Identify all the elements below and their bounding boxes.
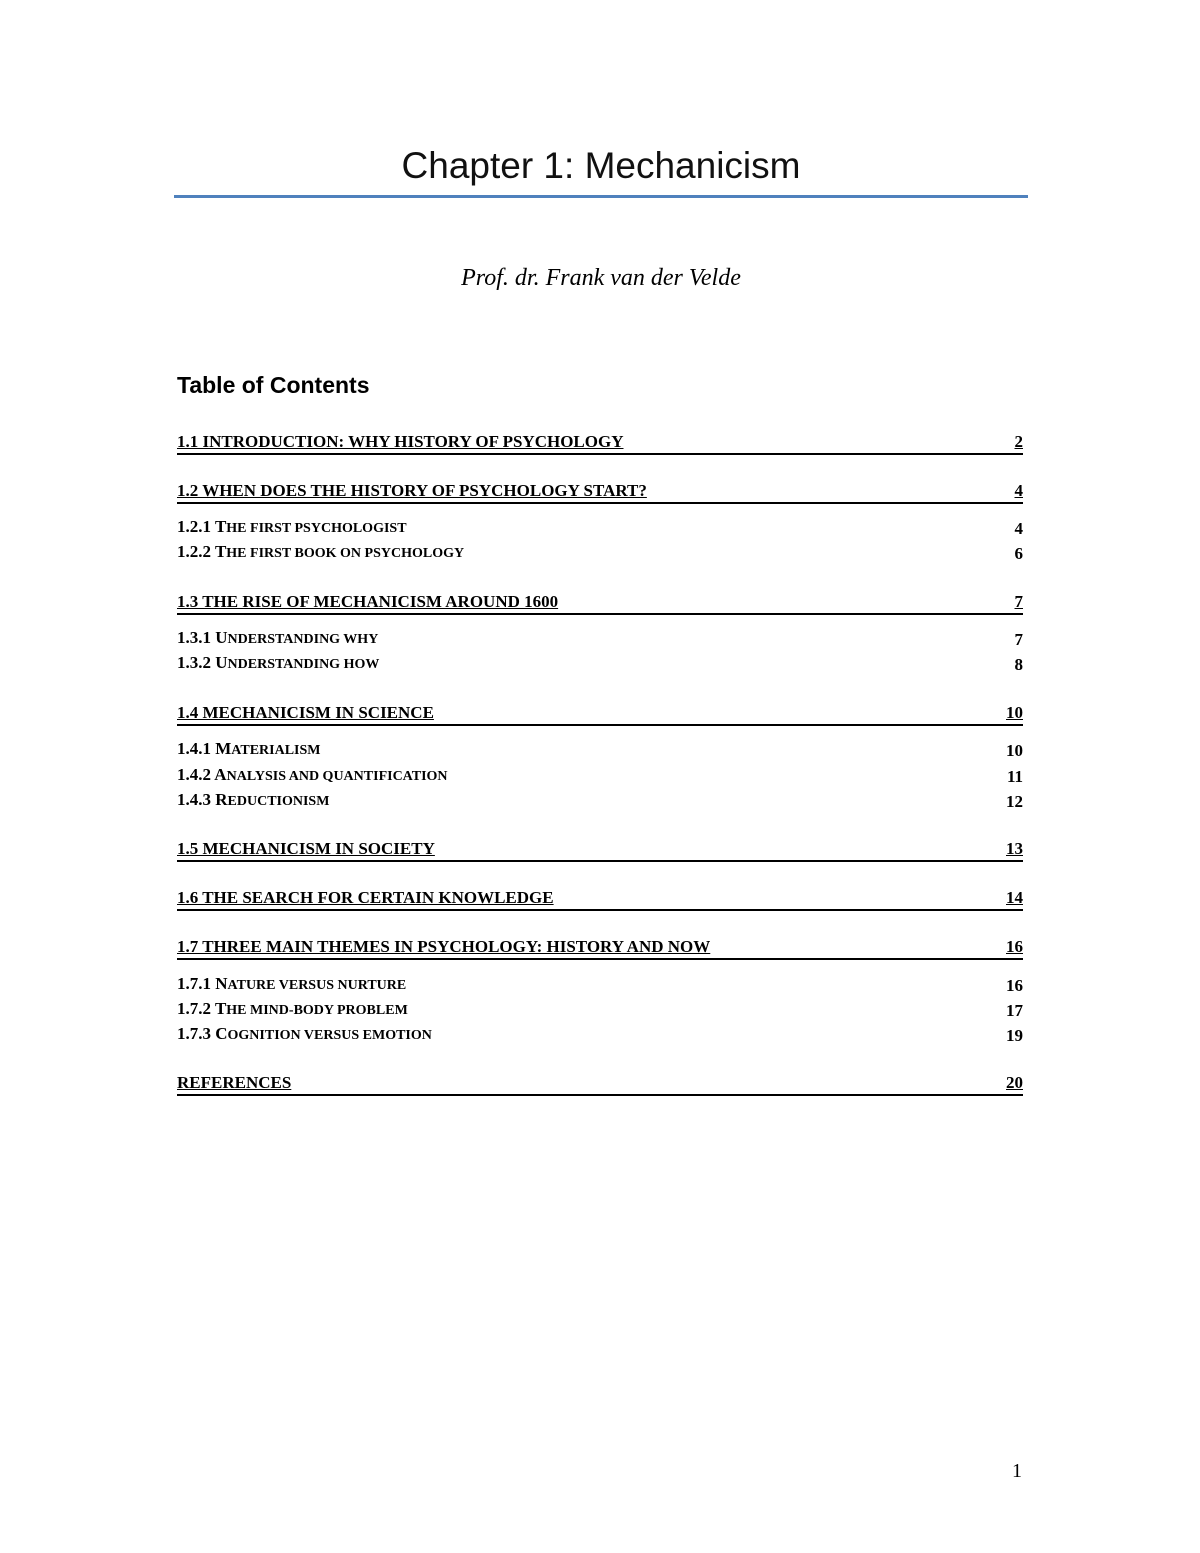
toc-entry-page: 8 xyxy=(1014,655,1023,674)
toc-entry-label: 1.2 WHEN DOES THE HISTORY OF PSYCHOLOGY START? xyxy=(177,481,647,500)
toc-entry-number: 1.4.1 M xyxy=(177,739,232,758)
toc-entry-page: 20 xyxy=(1006,1073,1023,1092)
toc-entry-label: 1.3 THE RISE OF MECHANICISM AROUND 1600 xyxy=(177,592,559,611)
author-name: Prof. dr. Frank van der Velde xyxy=(461,265,741,291)
toc-entry-label xyxy=(177,541,464,565)
toc-entry-references[interactable] xyxy=(177,1072,1023,1096)
toc-entry-page: 10 xyxy=(1006,741,1023,760)
toc-entry-label xyxy=(177,998,408,1022)
toc-entry-page: 6 xyxy=(1014,544,1023,563)
toc-entry-number: 1.7.1 N xyxy=(177,974,228,993)
toc-entry-1-2-2[interactable] xyxy=(177,541,1023,565)
toc-entry-label xyxy=(177,738,321,762)
toc-entry-1-5[interactable] xyxy=(177,838,1023,862)
toc-entry-label: 1.5 MECHANICISM IN SOCIETY xyxy=(177,839,435,858)
toc-entry-page: 7 xyxy=(1014,630,1023,649)
toc-entry-1-2-1[interactable] xyxy=(177,516,1023,540)
toc-entry-label xyxy=(177,516,407,540)
toc-entry-label: 1.4 MECHANICISM IN SCIENCE xyxy=(177,703,434,722)
toc-entry-number: 1.4.3 R xyxy=(177,790,228,809)
toc-entry-1-7-1[interactable] xyxy=(177,973,1023,997)
chapter-title: Chapter 1: Mechanicism xyxy=(401,145,801,186)
toc-entry-number: 1.4.2 A xyxy=(177,765,227,784)
toc-entry-title: HE MIND-BODY PROBLEM xyxy=(226,1003,408,1018)
toc-entry-label xyxy=(177,1023,432,1047)
toc-entry-1-3-2[interactable] xyxy=(177,652,1023,676)
toc-entry-number: 1.3.1 U xyxy=(177,628,228,647)
toc-entry-1-2[interactable] xyxy=(177,480,1023,504)
toc-entry-1-4[interactable] xyxy=(177,702,1023,726)
toc-entry-number: 1.7.3 C xyxy=(177,1024,228,1043)
toc-entry-title: HE FIRST BOOK ON PSYCHOLOGY xyxy=(226,546,465,561)
toc-entry-title: NALYSIS AND QUANTIFICATION xyxy=(226,769,448,784)
toc-entry-title: EDUCTIONISM xyxy=(227,794,330,809)
toc-entry-page: 7 xyxy=(1014,592,1023,611)
toc-entry-page: 4 xyxy=(1014,519,1023,538)
toc-entry-label xyxy=(177,652,379,676)
toc-entry-1-4-3[interactable] xyxy=(177,789,1023,813)
toc-entry-number: 1.2.2 T xyxy=(177,542,227,561)
toc-entry-page: 13 xyxy=(1006,839,1023,858)
toc-entry-page: 4 xyxy=(1014,481,1023,500)
toc-entry-label: 1.7 THREE MAIN THEMES IN PSYCHOLOGY: HISTORY AND NOW xyxy=(177,937,711,956)
toc-entry-1-6[interactable] xyxy=(177,887,1023,911)
toc-entry-1-7-2[interactable] xyxy=(177,998,1023,1022)
title-divider xyxy=(174,195,1028,198)
toc-entry-page: 14 xyxy=(1006,888,1023,907)
toc-entry-label: REFERENCES xyxy=(177,1073,292,1092)
toc-entry-title: ATERIALISM xyxy=(231,743,321,758)
toc-entry-page: 2 xyxy=(1014,432,1023,451)
toc-entry-label xyxy=(177,764,448,788)
toc-entry-page: 10 xyxy=(1006,703,1023,722)
toc-entry-title: NDERSTANDING WHY xyxy=(227,632,379,647)
toc-entry-1-1[interactable] xyxy=(177,431,1023,455)
toc-entry-title: ATURE VERSUS NURTURE xyxy=(227,978,407,993)
toc-entry-label: 1.6 THE SEARCH FOR CERTAIN KNOWLEDGE xyxy=(177,888,554,907)
page-number: 1 xyxy=(1012,1460,1022,1482)
toc-entry-number: 1.3.2 U xyxy=(177,653,228,672)
toc-entry-1-7[interactable] xyxy=(177,936,1023,960)
toc-entry-1-4-2[interactable] xyxy=(177,764,1023,788)
toc-entry-page: 17 xyxy=(1006,1001,1023,1020)
toc-entry-number: 1.2.1 T xyxy=(177,517,227,536)
toc-entry-page: 16 xyxy=(1006,937,1023,956)
toc-entry-title: NDERSTANDING HOW xyxy=(227,657,380,672)
toc-entry-label xyxy=(177,789,329,813)
toc-heading: Table of Contents xyxy=(177,372,370,398)
toc-entry-page: 19 xyxy=(1006,1026,1023,1045)
toc-entry-1-3[interactable] xyxy=(177,591,1023,615)
toc-entry-page: 16 xyxy=(1006,976,1023,995)
toc-entry-1-7-3[interactable] xyxy=(177,1023,1023,1047)
toc-entry-label xyxy=(177,973,406,997)
toc-entry-1-4-1[interactable] xyxy=(177,738,1023,762)
toc-entry-number: 1.7.2 T xyxy=(177,999,227,1018)
toc-entry-title: HE FIRST PSYCHOLOGIST xyxy=(226,521,407,536)
toc-entry-page: 12 xyxy=(1006,792,1023,811)
toc-entry-page: 11 xyxy=(1006,767,1023,786)
toc-entry-label xyxy=(177,627,378,651)
toc-entry-label: 1.1 INTRODUCTION: WHY HISTORY OF PSYCHOLOGY xyxy=(177,432,624,451)
toc-entry-title: OGNITION VERSUS EMOTION xyxy=(227,1028,432,1043)
toc-entry-1-3-1[interactable] xyxy=(177,627,1023,651)
